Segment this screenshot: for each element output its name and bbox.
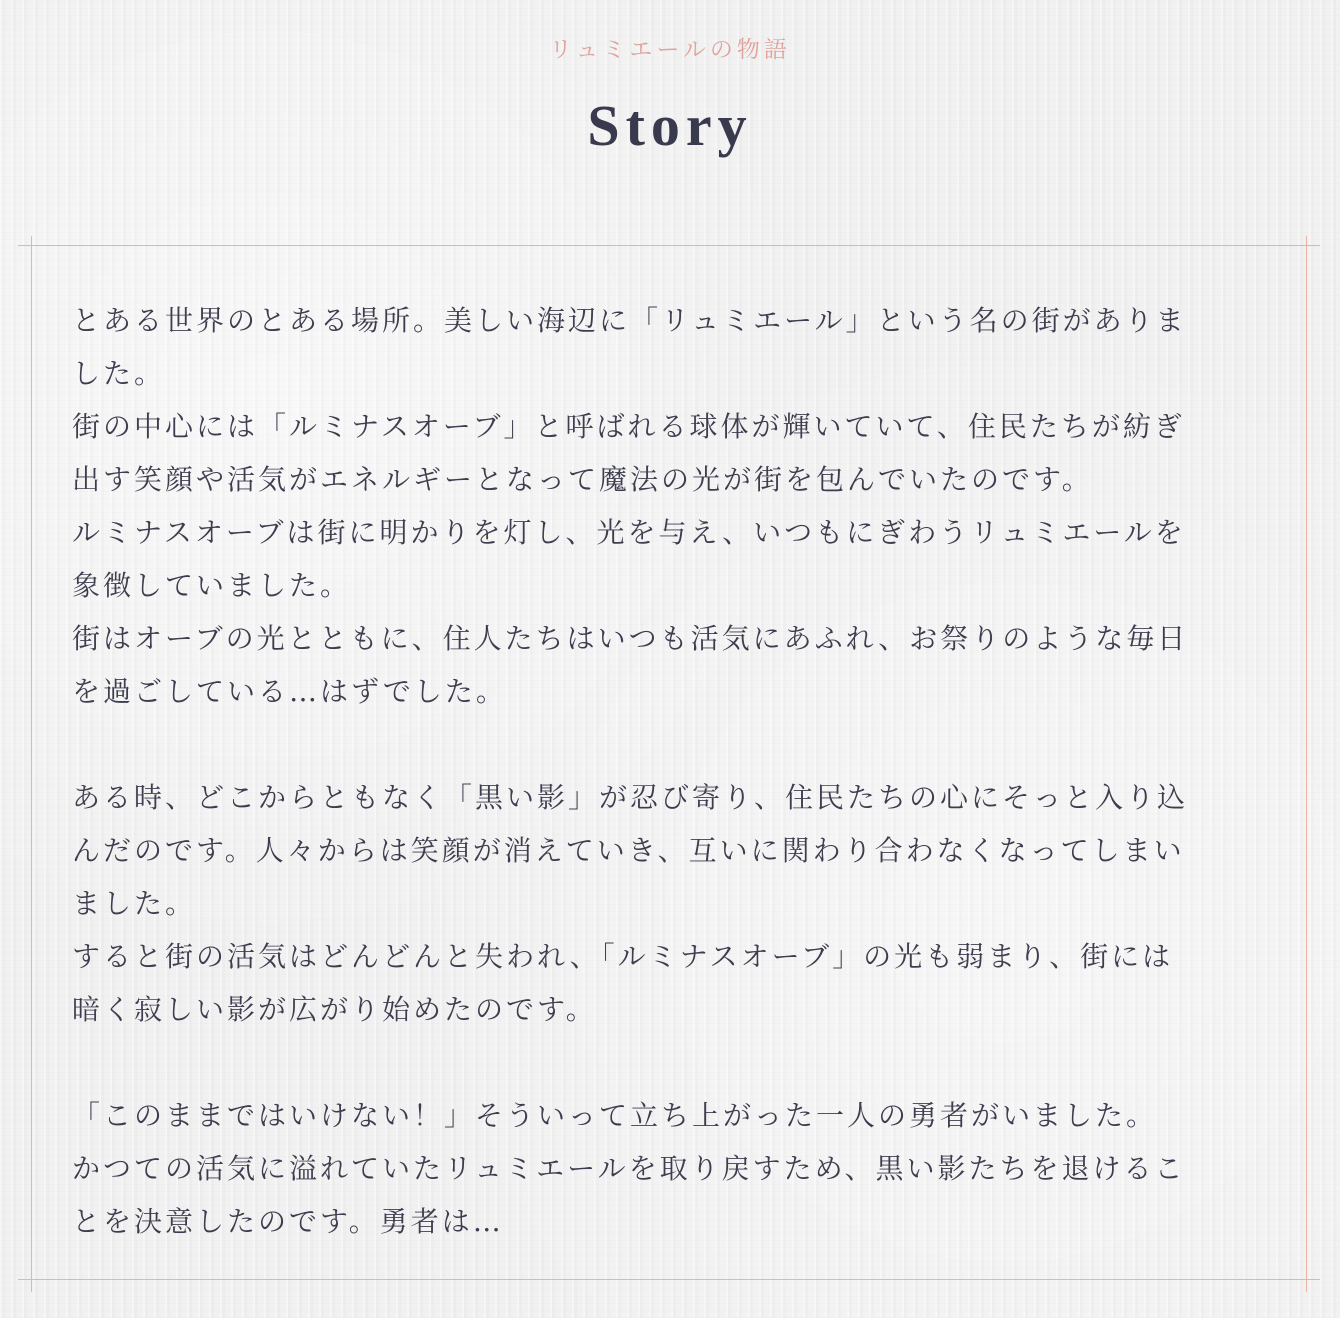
story-line: かつての活気に溢れていたリュミエールを取り戻すため、黒い影たちを退けるこ [72, 1152, 1186, 1185]
story-line: とを決意したのです。勇者は… [72, 1205, 504, 1238]
story-line: ルミナスオーブは街に明かりを灯し、光を与え、いつもにぎわうリュミエールを [72, 516, 1186, 549]
story-paragraph [72, 1089, 1256, 1248]
story-line: 暗く寂しい影が広がり始めたのです。 [72, 993, 597, 1026]
story-line: 街の中心には「ルミナスオーブ」と呼ばれる球体が輝いていて、住民たちが紡ぎ [72, 410, 1185, 443]
story-paragraph [72, 771, 1256, 1036]
story-line: 出す笑顔や活気がエネルギーとなって魔法の光が街を包んでいたのです。 [72, 463, 1093, 496]
story-line: とある世界のとある場所。美しい海辺に「リュミエール」という名の街がありま [72, 304, 1187, 337]
story-line: した。 [72, 357, 166, 390]
story-line: 街はオーブの光とともに、住人たちはいつも活気にあふれ、お祭りのような毎日 [72, 622, 1189, 655]
story-line: ました。 [72, 887, 197, 920]
frame-line-bottom [18, 1279, 1320, 1280]
story-body [72, 294, 1256, 1248]
story-line: を過ごしている…はずでした。 [72, 675, 507, 708]
story-line: んだのです。人々からは笑顔が消えていき、互いに関わり合わなくなってしまい [72, 834, 1185, 867]
frame-line-right [1306, 236, 1307, 1292]
frame-line-left [31, 236, 32, 1292]
section-title: Story [587, 93, 753, 158]
story-line: ある時、どこからともなく「黒い影」が忍び寄り、住民たちの心にそっと入り込 [72, 781, 1189, 814]
story-line: 「このままではいけない！」そういって立ち上がった一人の勇者がいました。 [72, 1099, 1158, 1132]
story-line: 象徴していました。 [72, 569, 352, 602]
story-paragraph [72, 294, 1256, 718]
frame-line-top [18, 245, 1320, 246]
story-line: すると街の活気はどんどんと失われ、「ルミナスオーブ」の光も弱まり、街には [72, 940, 1174, 973]
section-subtitle: リュミエールの物語 [549, 37, 791, 63]
